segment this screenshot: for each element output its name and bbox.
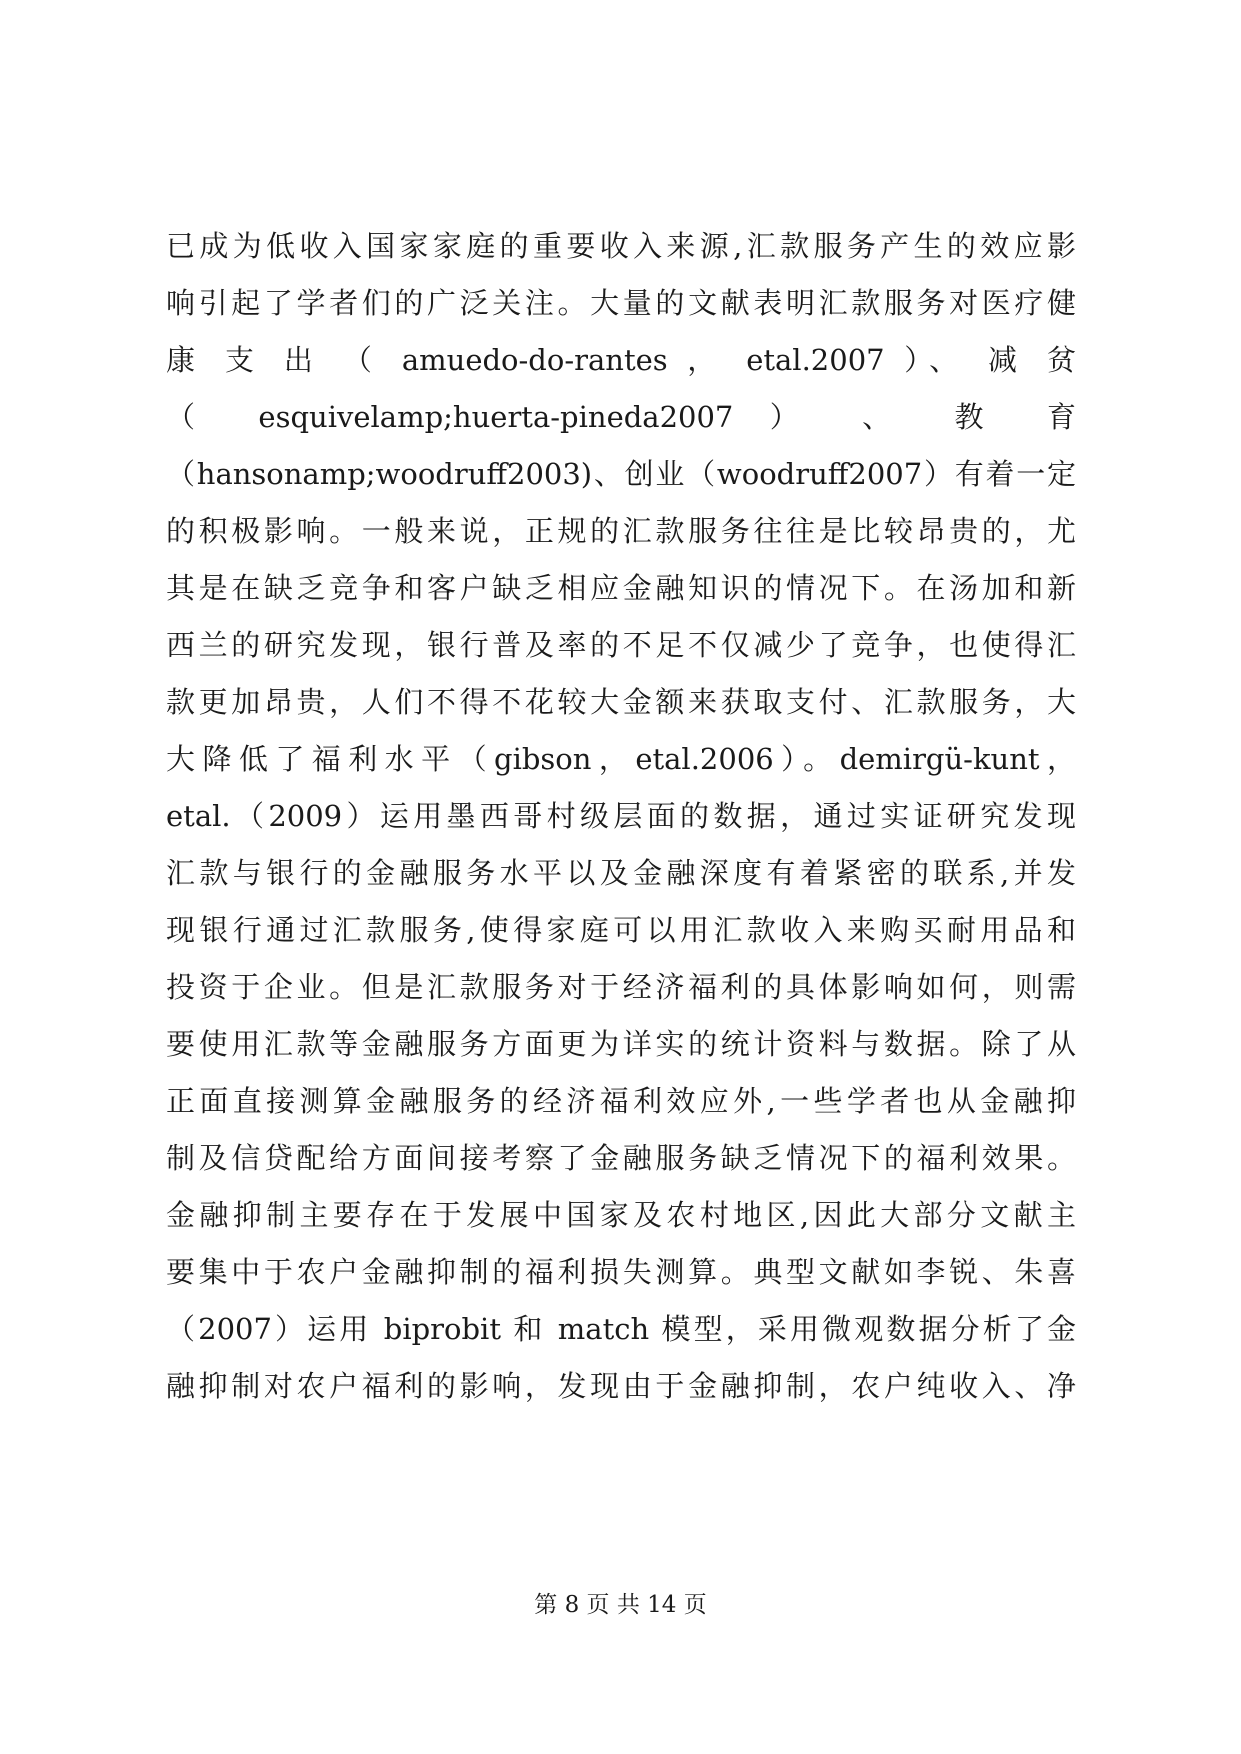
text-line-11: etal.（2009）运用墨西哥村级层面的数据，通过实证研究发现 (166, 799, 1076, 833)
text-line-19: 要集中于农户金融抑制的福利损失测算。典型文献如李锐、朱喜 (166, 1255, 1076, 1289)
text-line-8: 西兰的研究发现，银行普及率的不足不仅减少了竞争，也使得汇 (166, 628, 1076, 662)
text-line-9: 款更加昂贵，人们不得不花较大金额来获取支付、汇款服务，大 (166, 685, 1076, 719)
text-line-16: 正面直接测算金融服务的经济福利效应外,一些学者也从金融抑 (166, 1084, 1076, 1118)
text-line-6: 的积极影响。一般来说，正规的汇款服务往往是比较昂贵的，尤 (166, 514, 1076, 548)
page-number-footer: 第 8 页 共 14 页 (534, 1592, 707, 1618)
text-line-2: 响引起了学者们的广泛关注。大量的文献表明汇款服务对医疗健 (166, 286, 1076, 320)
text-line-20: （2007）运用 biprobit 和 match 模型，采用微观数据分析了金 (166, 1312, 1076, 1346)
text-line-17: 制及信贷配给方面间接考察了金融服务缺乏情况下的福利效果。 (166, 1141, 1076, 1175)
text-line-1: 已成为低收入国家家庭的重要收入来源,汇款服务产生的效应影 (166, 229, 1076, 263)
text-line-13: 现银行通过汇款服务,使得家庭可以用汇款收入来购买耐用品和 (166, 913, 1076, 947)
text-line-3: 康 支 出 （ amuedo-do-rantes ， etal.2007 ）、 减 贫 (166, 343, 1076, 377)
text-line-12: 汇款与银行的金融服务水平以及金融深度有着紧密的联系,并发 (166, 856, 1076, 890)
text-line-14: 投资于企业。但是汇款服务对于经济福利的具体影响如何，则需 (166, 970, 1076, 1004)
text-line-10: 大降低了福利水平（gibson，etal.2006）。demirgü-kunt， (166, 742, 1076, 776)
text-line-15: 要使用汇款等金融服务方面更为详实的统计资料与数据。除了从 (166, 1027, 1076, 1061)
text-line-7: 其是在缺乏竞争和客户缺乏相应金融知识的情况下。在汤加和新 (166, 571, 1076, 605)
text-line-5: （hansonamp;woodruff2003)、创业（woodruff2007）有着一定 (166, 457, 1076, 491)
text-line-18: 金融抑制主要存在于发展中国家及农村地区,因此大部分文献主 (166, 1198, 1076, 1232)
text-line-4: （ esquivelamp;huerta-pineda2007 ） 、 教 育 (166, 400, 1076, 434)
text-line-21: 融抑制对农户福利的影响，发现由于金融抑制，农户纯收入、净 (166, 1369, 1076, 1403)
